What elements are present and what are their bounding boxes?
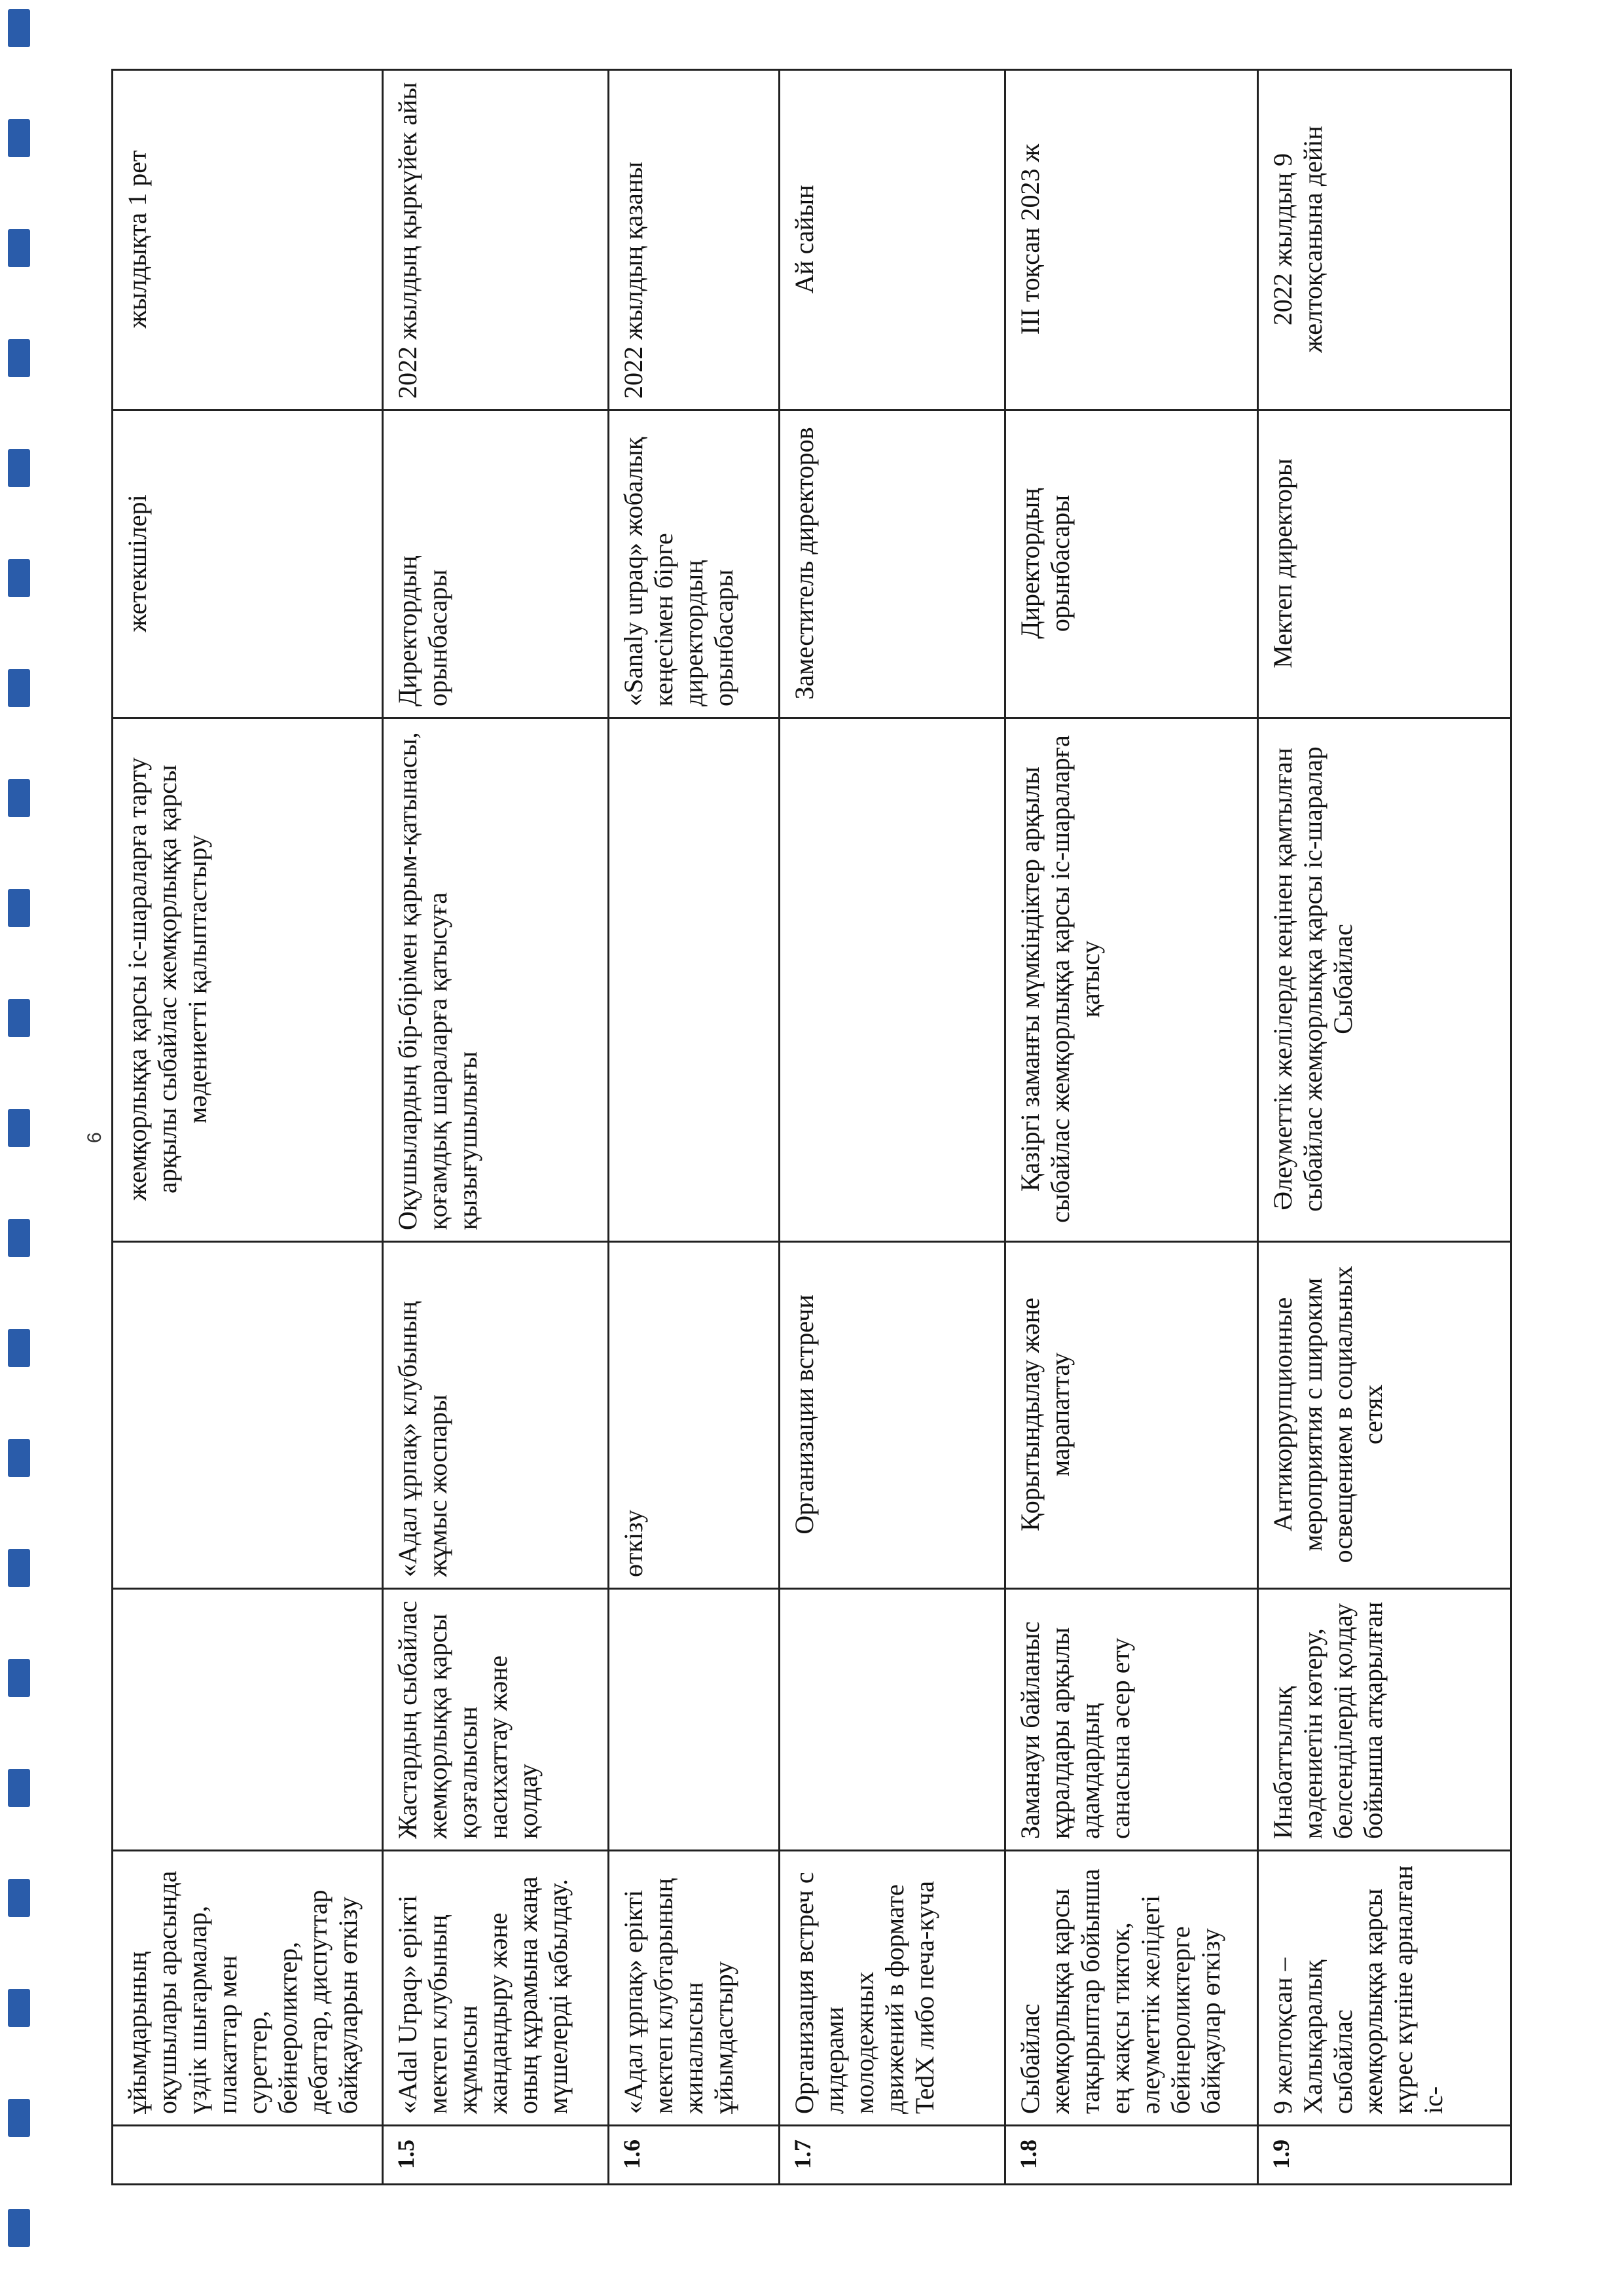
binding-mark bbox=[8, 339, 30, 377]
deadline-cell: ІІІ тоқсан 2023 ж bbox=[1005, 70, 1258, 410]
form-cell: Организации встречи bbox=[779, 1242, 1005, 1589]
form-cell bbox=[113, 1242, 383, 1589]
binding-mark bbox=[8, 669, 30, 707]
binding-mark bbox=[8, 119, 30, 157]
binding-mark bbox=[8, 559, 30, 597]
event-cell: «Адал ұрпақ» ерікті мектеп клубтарының жиналысын ұйымдастыру bbox=[608, 1851, 779, 2126]
binding-mark bbox=[8, 449, 30, 487]
row-number: 1.7 bbox=[779, 2126, 1005, 2185]
event-cell: «Adal Urpaq» ерікті мектеп клубының жұмысын жандандыру және оның құрамына жаңа мүшелерді қабылдау. bbox=[382, 1851, 608, 2126]
binding-marks bbox=[0, 0, 39, 2296]
table-row bbox=[608, 70, 779, 2185]
table-row bbox=[1005, 70, 1258, 2185]
goal-cell bbox=[608, 1589, 779, 1851]
table-row bbox=[113, 70, 383, 2185]
binding-mark bbox=[8, 779, 30, 817]
page-number: 6 bbox=[84, 1132, 105, 1143]
action-plan-table bbox=[111, 69, 1512, 2185]
responsible-cell: жетекшілері bbox=[113, 410, 383, 718]
event-cell: Организация встреч с лидерами молодежных движений в формате TedX либо печа-куча bbox=[779, 1851, 1005, 2126]
binding-mark bbox=[8, 1879, 30, 1917]
deadline-cell: жылдықта 1 рет bbox=[113, 70, 383, 410]
binding-mark bbox=[8, 1329, 30, 1367]
binding-mark bbox=[8, 2099, 30, 2137]
responsible-cell: Директордың орынбасары bbox=[1005, 410, 1258, 718]
result-cell: Қазіргі заманғы мүмкіндіктер арқылы сыбайлас жемқорлыққа қарсы іс-шараларға қатысу bbox=[1005, 718, 1258, 1242]
result-cell: жемқорлыққа қарсы іс-шараларға тарту арқылы сыбайлас жемқорлыққа қарсы мәдениетті қалыптастыру bbox=[113, 718, 383, 1242]
form-cell: «Адал ұрпақ» клубының жұмыс жоспары bbox=[382, 1242, 608, 1589]
binding-mark bbox=[8, 1439, 30, 1477]
binding-mark bbox=[8, 1219, 30, 1257]
binding-mark bbox=[8, 1769, 30, 1807]
row-number: 1.5 bbox=[382, 2126, 608, 2185]
goal-cell bbox=[113, 1589, 383, 1851]
binding-mark bbox=[8, 1989, 30, 2027]
result-cell: Оқушылардың бір-бірімен қарым-қатынасы, қоғамдық шараларға қатысуға қызығушылығы bbox=[382, 718, 608, 1242]
row-number: 1.6 bbox=[608, 2126, 779, 2185]
row-number: 1.9 bbox=[1258, 2126, 1511, 2185]
table-row bbox=[382, 70, 608, 2185]
row-number bbox=[113, 2126, 383, 2185]
event-cell: Сыбайлас жемқорлыққа қарсы тақырыптар бойынша ең жақсы тикток, әлеуметтік желідегі бейнероликтерге байқаулар өткізу bbox=[1005, 1851, 1258, 2126]
table-row bbox=[779, 70, 1005, 2185]
goal-cell: Заманауи байланыс құралдары арқылы адамдардың санасына әсер ету bbox=[1005, 1589, 1258, 1851]
binding-mark bbox=[8, 1109, 30, 1147]
binding-mark bbox=[8, 889, 30, 927]
event-cell: ұйымдарының оқушылары арасында үздік шығармалар, плакаттар мен суреттер, бейнероликтер, дебаттар, диспуттар байқауларын өткізу bbox=[113, 1851, 383, 2126]
form-cell: өткізу bbox=[608, 1242, 779, 1589]
binding-mark bbox=[8, 229, 30, 267]
deadline-cell: Ай сайын bbox=[779, 70, 1005, 410]
form-cell: Антикоррупционные мероприятия с широким освещением в социальных сетях bbox=[1258, 1242, 1511, 1589]
goal-cell: Инабаттылық мәдениетін көтеру, белсенділерді қолдау бойынша атқарылған bbox=[1258, 1589, 1511, 1851]
form-cell: Қорытындылау және марапаттау bbox=[1005, 1242, 1258, 1589]
binding-mark bbox=[8, 1659, 30, 1697]
deadline-cell: 2022 жылдың қазаны bbox=[608, 70, 779, 410]
goal-cell: Жастардың сыбайлас жемқорлыққа қарсы қозғалысын насихаттау және қолдау bbox=[382, 1589, 608, 1851]
result-cell bbox=[608, 718, 779, 1242]
event-cell: 9 желтоқсан – Халықаралық сыбайлас жемқорлыққа қарсы күрес күніне арналған іс- bbox=[1258, 1851, 1511, 2126]
goal-cell bbox=[779, 1589, 1005, 1851]
result-cell: Әлеуметтік желілерде кеңінен қамтылған сыбайлас жемқорлыққа қарсы іс-шаралар Сыбайлас bbox=[1258, 718, 1511, 1242]
binding-mark bbox=[8, 999, 30, 1037]
responsible-cell: Директордың орынбасары bbox=[382, 410, 608, 718]
table-row bbox=[1258, 70, 1511, 2185]
rotated-table-wrapper bbox=[111, 71, 1512, 2185]
result-cell bbox=[779, 718, 1005, 1242]
row-number: 1.8 bbox=[1005, 2126, 1258, 2185]
responsible-cell: «Sanaly urpaq» жобалық кеңесімен бірге директордың орынбасары bbox=[608, 410, 779, 718]
binding-mark bbox=[8, 1549, 30, 1587]
responsible-cell: Заместитель директоров bbox=[779, 410, 1005, 718]
binding-mark bbox=[8, 2209, 30, 2247]
binding-mark bbox=[8, 9, 30, 47]
deadline-cell: 2022 жылдың 9 желтоқсанына дейін bbox=[1258, 70, 1511, 410]
responsible-cell: Мектеп директоры bbox=[1258, 410, 1511, 718]
deadline-cell: 2022 жылдың қыркүйек айы bbox=[382, 70, 608, 410]
